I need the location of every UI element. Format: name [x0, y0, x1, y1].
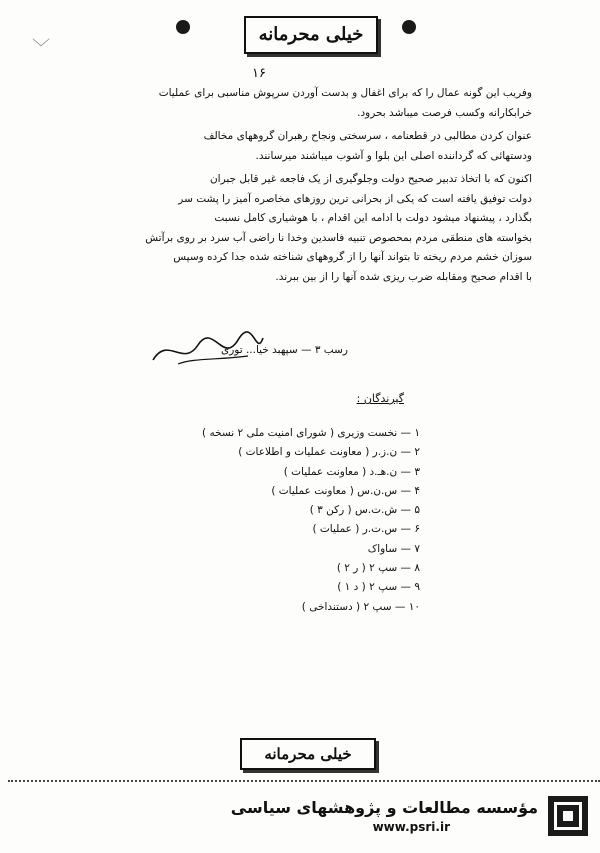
body-line: اکنون که با اتخاذ تدبیر صحیح دولت وجلوگیری از یک فاجعه غیر قابل جبران [209, 173, 532, 185]
page-number: ۱۶ [252, 66, 266, 81]
corner-mark: ﹀ [32, 38, 50, 59]
body-line: با اقدام صحیح ومقابله ضرب ریزی شده آنها را از بین ببرند. [275, 270, 532, 283]
body-line: سوزان خشم مردم ریخته تا بتواند آنها را از گروههای شناخته شده جدا کرده وسپس [173, 251, 532, 263]
ink-blot-left [176, 20, 190, 34]
ink-blot-right [402, 20, 416, 34]
list-item: ۲ — ن.ز.ر ( معاونت عملیات و اطلاعات ) [238, 446, 420, 459]
list-item: ۱۰ — سپ ۲ ( دستنداخی ) [301, 600, 420, 613]
body-line: دولت توفیق یافته است که یکی از بحرانی ترین روزهای مخاصره آمیز را پشت سر [178, 192, 532, 205]
website-link[interactable]: www.psri.ir [372, 820, 450, 834]
list-item: ۱ — نخست وزیری ( شورای امنیت ملی ۲ نسخه ) [202, 427, 420, 439]
recipients-list [120, 424, 420, 617]
organization-name: مؤسسه مطالعات و پژوهشهای سیاسی [230, 798, 538, 817]
handwritten-signature-icon [148, 330, 268, 370]
body-line: خرابکارانه وکسب فرصت میباشد بحرود. [357, 106, 532, 119]
body-line: بخواسته های منطقی مردم بمحصوص تنبیه فاسدین وخدا نا راضی آب سرد بر روی برآتش [145, 231, 532, 244]
classification-stamp-top: خیلی محرمانه [244, 16, 378, 54]
body-line: بگذارد ، پیشنهاد میشود دولت با ادامه این اقدام ، با هوشیاری کامل نسبت [214, 212, 532, 224]
list-item: ۷ — ساواک [367, 542, 420, 555]
list-item: ۸ — سپ ۲ ( ر ۲ ) [336, 562, 420, 575]
page-edge-divider [8, 780, 600, 782]
body-line: وفریب این گونه عمال را که برای اغفال و بدست آوردن سرپوش مناسبی برای عملیات [158, 87, 532, 99]
list-item: ۴ — س.ن.س ( معاونت عملیات ) [271, 484, 420, 497]
list-item: ۵ — ش.ت.س ( رکن ۳ ) [309, 504, 420, 517]
classification-stamp-bottom: خیلی محرمانه [240, 738, 376, 770]
list-item: ۹ — سپ ۲ ( د ۱ ) [337, 581, 420, 594]
list-item: ۶ — س.ت.ر ( عملیات ) [312, 523, 420, 536]
archive-footer [0, 792, 600, 842]
letter-body [54, 84, 532, 287]
signature-line: رسب ۳ — سپهبد خیا... توری [220, 344, 348, 356]
body-line: ودستهائی که گرداننده اصلی این بلوا و آشوب میباشند میرسانند. [255, 149, 532, 162]
body-line: عنوان کردن مطالبی در قطعنامه ، سرسختی ونجاح رهبران گروههای مخالف [203, 130, 532, 142]
recipients-title: گیرندگان : [356, 392, 404, 405]
list-item: ۳ — ن.هـ.د ( معاونت عملیات ) [283, 465, 420, 478]
psri-logo-icon [548, 796, 588, 836]
